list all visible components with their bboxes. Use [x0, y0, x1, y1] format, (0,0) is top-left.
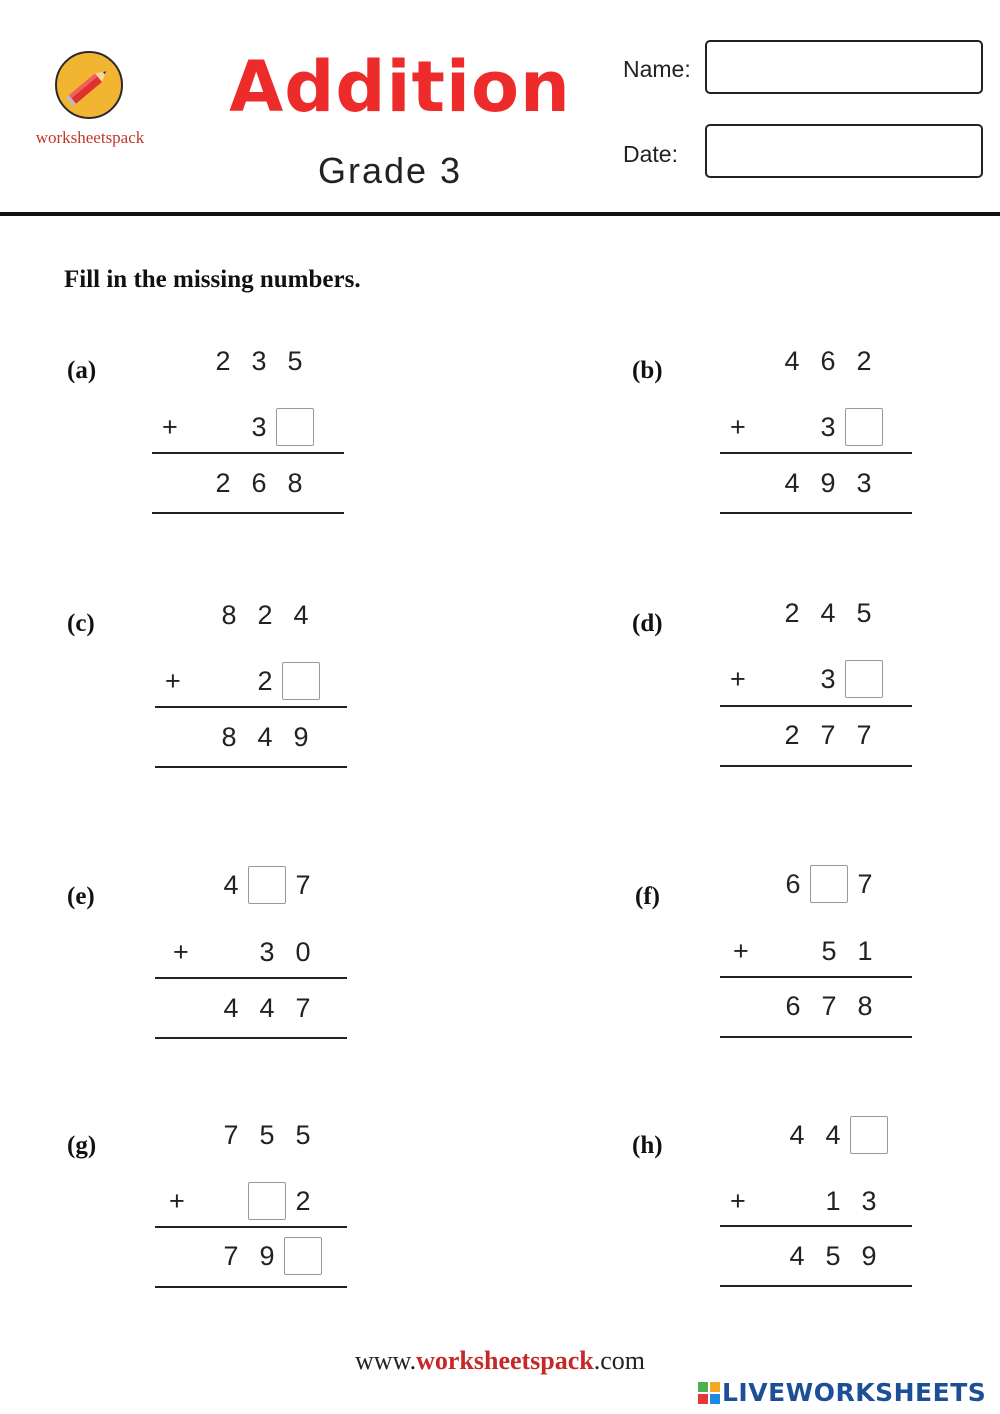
- digit: 6: [785, 869, 801, 899]
- logo: [55, 51, 123, 119]
- name-field[interactable]: [705, 40, 983, 94]
- problem-label: (h): [632, 1132, 663, 1159]
- digit: 5: [287, 346, 303, 376]
- digit: 4: [784, 468, 800, 498]
- digit: 4: [259, 993, 275, 1023]
- plus-sign: +: [733, 936, 749, 966]
- sum-line: [155, 977, 347, 979]
- answer-box[interactable]: [845, 408, 883, 446]
- digit: 4: [223, 870, 239, 900]
- answer-box[interactable]: [282, 662, 320, 700]
- plus-sign: +: [730, 1186, 746, 1216]
- digit: 4: [825, 1120, 841, 1150]
- digit: 1: [825, 1186, 841, 1216]
- digit: 4: [784, 346, 800, 376]
- underline: [720, 765, 912, 767]
- footer-brand: worksheetspack: [416, 1346, 594, 1375]
- underline: [720, 1285, 912, 1287]
- digit: 9: [861, 1241, 877, 1271]
- digit: 5: [856, 598, 872, 628]
- digit: 3: [259, 937, 275, 967]
- answer-box[interactable]: [810, 865, 848, 903]
- instructions: Fill in the missing numbers.: [64, 266, 361, 293]
- date-label: Date:: [623, 141, 678, 167]
- pencil-icon: [57, 53, 121, 117]
- underline: [720, 512, 912, 514]
- digit: 3: [856, 468, 872, 498]
- digit: 7: [295, 993, 311, 1023]
- digit: 6: [785, 991, 801, 1021]
- underline: [152, 512, 344, 514]
- plus-sign: +: [730, 412, 746, 442]
- digit: 7: [295, 870, 311, 900]
- digit: 9: [293, 722, 309, 752]
- digit: 4: [789, 1241, 805, 1271]
- underline: [720, 1036, 912, 1038]
- footer-suffix: .com: [593, 1346, 646, 1375]
- digit: 7: [223, 1120, 239, 1150]
- digit: 3: [820, 664, 836, 694]
- sum-line: [720, 976, 912, 978]
- sum-line: [152, 452, 344, 454]
- answer-box[interactable]: [276, 408, 314, 446]
- digit: 8: [287, 468, 303, 498]
- digit: 5: [295, 1120, 311, 1150]
- digit: 2: [784, 598, 800, 628]
- digit: 2: [295, 1186, 311, 1216]
- sum-line: [720, 1225, 912, 1227]
- digit: 5: [259, 1120, 275, 1150]
- digit: 4: [789, 1120, 805, 1150]
- digit: 7: [857, 869, 873, 899]
- plus-sign: +: [730, 664, 746, 694]
- digit: 6: [251, 468, 267, 498]
- digit: 9: [820, 468, 836, 498]
- digit: 3: [251, 346, 267, 376]
- digit: 3: [251, 412, 267, 442]
- problem-label: (f): [635, 883, 660, 910]
- digit: 7: [820, 720, 836, 750]
- digit: 8: [857, 991, 873, 1021]
- digit: 7: [821, 991, 837, 1021]
- plus-sign: +: [173, 937, 189, 967]
- digit: 4: [293, 600, 309, 630]
- logo-text: worksheetspack: [35, 128, 145, 147]
- digit: 2: [257, 600, 273, 630]
- underline: [155, 1037, 347, 1039]
- answer-box[interactable]: [248, 1182, 286, 1220]
- digit: 5: [825, 1241, 841, 1271]
- problem-label: (c): [67, 610, 95, 637]
- footer-prefix: www.: [354, 1346, 417, 1375]
- plus-sign: +: [162, 412, 178, 442]
- underline: [155, 1286, 347, 1288]
- date-field[interactable]: [705, 124, 983, 178]
- problem-label: (b): [632, 357, 663, 384]
- digit: 0: [295, 937, 311, 967]
- digit: 1: [857, 936, 873, 966]
- sum-line: [720, 452, 912, 454]
- digit: 2: [784, 720, 800, 750]
- sum-line: [155, 706, 347, 708]
- header-divider: [0, 212, 1000, 216]
- answer-box[interactable]: [845, 660, 883, 698]
- problem-label: (g): [67, 1132, 97, 1159]
- digit: 5: [821, 936, 837, 966]
- digit: 9: [259, 1241, 275, 1271]
- underline: [155, 766, 347, 768]
- digit: 4: [223, 993, 239, 1023]
- liveworksheets-watermark: [698, 1378, 998, 1410]
- digit: 3: [820, 412, 836, 442]
- digit: 2: [215, 468, 231, 498]
- liveworksheets-logo-icon: [698, 1382, 720, 1404]
- liveworksheets-text: LIVEWORKSHEETS: [722, 1378, 987, 1407]
- name-label: Name:: [623, 56, 691, 82]
- problem-label: (d): [632, 610, 663, 637]
- page-title: Addition: [229, 46, 571, 128]
- problem-label: (a): [67, 357, 97, 384]
- digit: 2: [215, 346, 231, 376]
- answer-box[interactable]: [248, 866, 286, 904]
- digit: 8: [221, 722, 237, 752]
- sum-line: [155, 1226, 347, 1228]
- digit: 2: [257, 666, 273, 696]
- digit: 6: [820, 346, 836, 376]
- digit: 7: [856, 720, 872, 750]
- digit: 4: [257, 722, 273, 752]
- footer-url: [0, 1346, 1000, 1376]
- grade-subtitle: Grade 3: [317, 150, 463, 191]
- answer-box[interactable]: [850, 1116, 888, 1154]
- digit: 7: [223, 1241, 239, 1271]
- sum-line: [720, 705, 912, 707]
- digit: 3: [861, 1186, 877, 1216]
- digit: 2: [856, 346, 872, 376]
- answer-box[interactable]: [284, 1237, 322, 1275]
- digit: 8: [221, 600, 237, 630]
- problem-label: (e): [67, 883, 95, 910]
- digit: 4: [820, 598, 836, 628]
- plus-sign: +: [165, 666, 181, 696]
- plus-sign: +: [169, 1186, 185, 1216]
